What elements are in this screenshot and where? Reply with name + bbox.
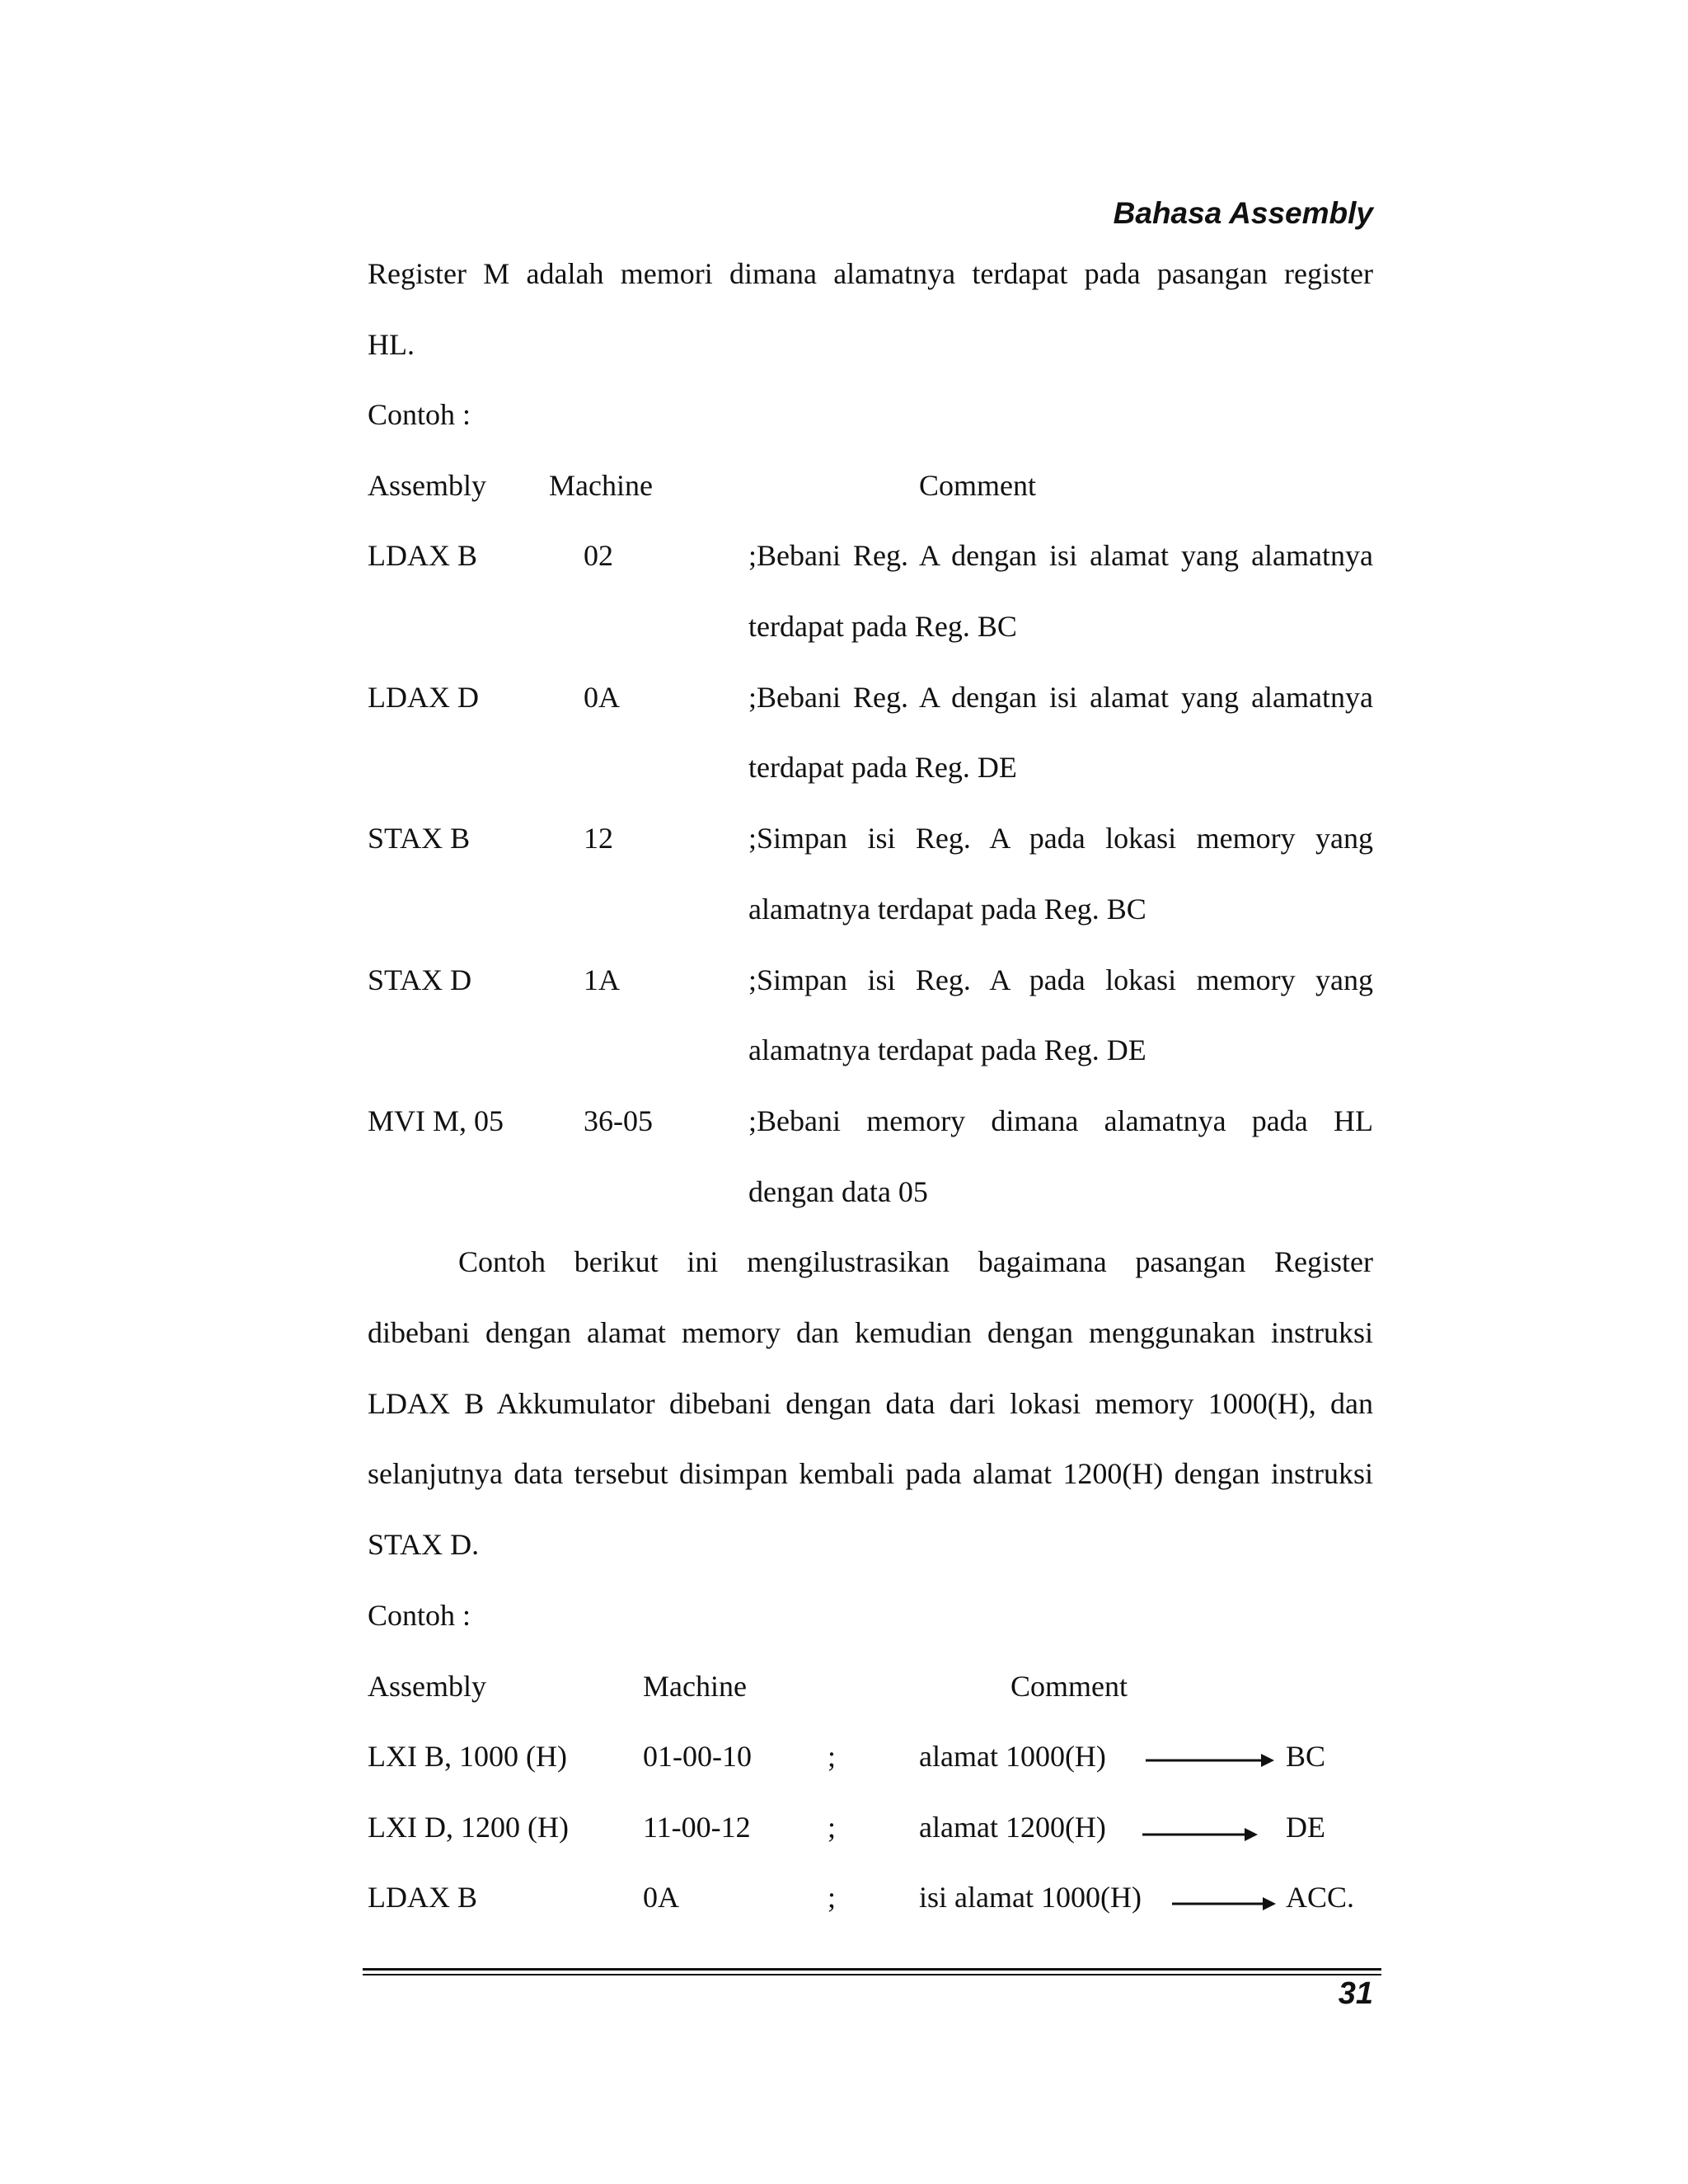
paragraph-line-4: selanjutnya data tersebut disimpan kembali pada alamat 1200(H) dengan instruksi <box>368 1457 1373 1490</box>
table1-asm: STAX B <box>368 822 471 855</box>
table1-comment-line2: terdapat pada Reg. BC <box>748 610 1017 643</box>
table1-comment-line2: dengan data 05 <box>748 1175 928 1208</box>
contoh-label-1: Contoh : <box>368 398 471 431</box>
table1-machine: 36-05 <box>584 1104 653 1137</box>
table2-target: ACC. <box>1286 1881 1355 1914</box>
table1-header-machine: Machine <box>549 469 653 502</box>
table1-asm: STAX D <box>368 963 472 996</box>
table1-comment-line2: alamatnya terdapat pada Reg. DE <box>748 1033 1146 1066</box>
table1-machine: 12 <box>584 822 613 855</box>
footer-rule-bottom <box>363 1974 1381 1975</box>
table2-header-machine: Machine <box>643 1670 747 1703</box>
table1-asm: MVI M, 05 <box>368 1104 504 1137</box>
table2-desc: alamat 1200(H) <box>919 1811 1106 1844</box>
contoh-label-2: Contoh : <box>368 1599 471 1632</box>
arrow-right-icon <box>1142 1825 1258 1844</box>
table1-comment-line1: ;Bebani Reg. A dengan isi alamat yang alamatnya <box>748 681 1373 714</box>
table2-header-assembly: Assembly <box>368 1670 486 1703</box>
table1-machine: 02 <box>584 539 613 572</box>
table1-comment-line1: ;Bebani Reg. A dengan isi alamat yang alamatnya <box>748 539 1373 572</box>
table2-header-comment: Comment <box>1010 1670 1128 1703</box>
table2-machine: 01-00-10 <box>643 1740 752 1773</box>
intro-line-2: HL. <box>368 328 415 361</box>
table1-asm: LDAX B <box>368 539 477 572</box>
table1-comment-line2: terdapat pada Reg. DE <box>748 751 1017 784</box>
table1-header-comment: Comment <box>919 469 1036 502</box>
running-header: Bahasa Assembly <box>1113 196 1373 230</box>
table2-semicolon: ; <box>828 1881 837 1914</box>
table2-machine: 0A <box>643 1881 679 1914</box>
table2-desc: isi alamat 1000(H) <box>919 1881 1142 1914</box>
arrow-right-icon <box>1146 1750 1274 1770</box>
table1-comment-line1: ;Simpan isi Reg. A pada lokasi memory yang <box>748 963 1373 996</box>
intro-line-1: Register M adalah memori dimana alamatnya terdapat pada pasangan register <box>368 257 1373 290</box>
paragraph-line-1: Contoh berikut ini mengilustrasikan bagaimana pasangan Register <box>458 1245 1373 1278</box>
paragraph-line-5: STAX D. <box>368 1528 480 1561</box>
table1-comment-line1: ;Bebani memory dimana alamatnya pada HL <box>748 1104 1373 1137</box>
table1-machine: 1A <box>584 963 620 996</box>
table2-semicolon: ; <box>828 1740 837 1773</box>
paragraph-line-3: LDAX B Akkumulator dibebani dengan data dari lokasi memory 1000(H), dan <box>368 1387 1373 1420</box>
footer-rule-top <box>363 1968 1381 1971</box>
arrow-right-icon <box>1172 1894 1276 1914</box>
table2-target: BC <box>1286 1740 1326 1773</box>
table2-asm: LXI D, 1200 (H) <box>368 1811 569 1844</box>
table2-desc: alamat 1000(H) <box>919 1740 1106 1773</box>
table2-machine: 11-00-12 <box>643 1811 751 1844</box>
table2-asm: LDAX B <box>368 1881 477 1914</box>
table1-header-assembly: Assembly <box>368 469 486 502</box>
paragraph-line-2: dibebani dengan alamat memory dan kemudian dengan menggunakan instruksi <box>368 1316 1373 1349</box>
table1-asm: LDAX D <box>368 681 479 714</box>
table2-semicolon: ; <box>828 1811 837 1844</box>
table1-comment-line2: alamatnya terdapat pada Reg. BC <box>748 893 1146 926</box>
table1-machine: 0A <box>584 681 620 714</box>
table2-asm: LXI B, 1000 (H) <box>368 1740 567 1773</box>
table1-comment-line1: ;Simpan isi Reg. A pada lokasi memory yang <box>748 822 1373 855</box>
page-number: 31 <box>1338 1976 1373 2011</box>
table2-target: DE <box>1286 1811 1325 1844</box>
